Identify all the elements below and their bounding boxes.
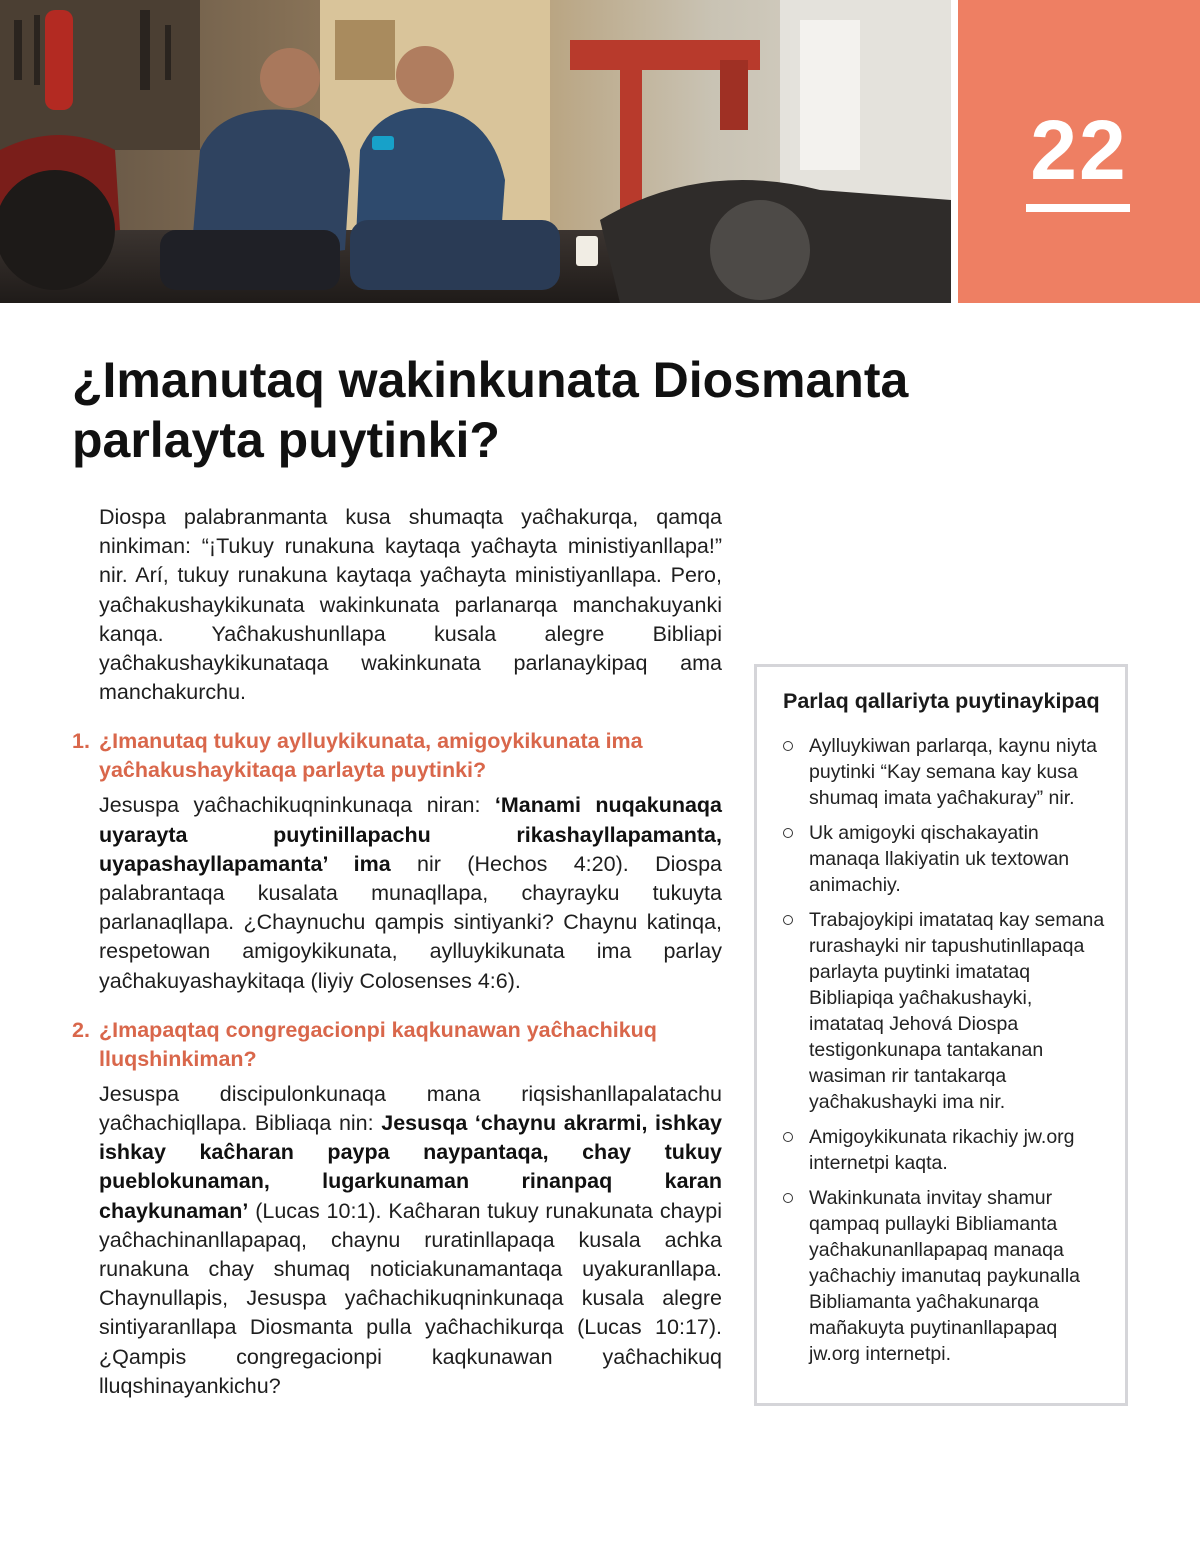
question-heading: [72, 1016, 722, 1074]
scripture-quote: Jesusqa ‘chaynu akrarmi, ishkay ishkay kaĉharan paypa naypantaqa, chay tukuy pueblokunaman, lugarkunaman rinanpaq karan chaykunaman’: [99, 1111, 722, 1223]
question-number: 2.: [72, 1017, 90, 1042]
intro-paragraph: Diospa palabranmanta kusa shumaqta yaĉhakurqa, qamqa ninkiman: “¡Tukuy runakuna kaytaqa yaĉhayta ministiyanllapa!” nir. Arí, tukuy runakuna kaytaqa yaĉhayta ministiyanllapa. Pero, yaĉhakushaykikunata wakinkunata parlanarqa manchakuyanki kanqa. Yaĉhakushunllapa kusala alegre Bibliapi yaĉhakushaykikunataqa wakinkunata parlanaykipaq ama manchakurchu.: [99, 505, 722, 705]
lesson-number-block: [958, 0, 1200, 303]
main-column: [72, 503, 722, 1401]
answer-text: nir (Hechos 4:20). Diospa palabrantaqa kusalata munaqllapa, chayrayku tukuyta parlanaqllapa. ¿Chaynuchu qampis sintiyanki? Chaynu katinqa, respetowan amigoykikunata, aylluykikunata ima parlay yaĉhakuyashaykitaqa (liyiy Colosenses 4:6).: [99, 851, 722, 993]
question-text: ¿Imanutaq tukuy aylluykikunata, amigoykikunata ima yaĉhakushaykitaqa parlayta puytinki?: [99, 729, 643, 783]
list-item: [783, 907, 1107, 1115]
list-item: [783, 733, 1107, 811]
section-1: [72, 727, 722, 995]
list-item: [783, 820, 1107, 898]
tip-text: Uk amigoyki qischakayatin manaqa llakiyatin uk textowan animachiy.: [809, 822, 1070, 896]
header-photo: [0, 0, 951, 303]
list-item: [783, 1185, 1107, 1367]
question-number: 1.: [72, 729, 90, 754]
tips-sidebar: [754, 664, 1128, 1406]
answer-text: (Lucas 10:1). Kaĉharan tukuy runakunata chaypi yaĉhachinanllapapaq, chaynu ruratinllapaqa kusala achka runakuna chay shumaq noticiakunamantaqa uyakuranllapa. Chaynullapis, Jesuspa yaĉhachikuqninkunaqa kusala alegre sintiyaranllapa Diosmanta pulla yaĉhachikurqa (Lucas 10:17). ¿Qampis congregacionpi kaqkunawan yaĉhachikuq lluqshinayankichu?: [99, 1198, 722, 1398]
list-item: [783, 1124, 1107, 1176]
bullet-circle-icon: [783, 915, 793, 925]
question-heading: [72, 727, 722, 785]
sidebar-heading: Parlaq qallariyta puytinaykipaq: [783, 689, 1100, 713]
bullet-circle-icon: [783, 1193, 793, 1203]
tip-text: Wakinkunata invitay shamur qampaq pullayki Bibliamanta yaĉhakunanllapapaq manaqa yaĉhachiy imanutaq paykunalla Bibliamanta yaĉhakunarqa mañakuyta puytinanllapapaq jw.org internetpi.: [809, 1187, 1081, 1365]
tip-text: Aylluykiwan parlarqa, kaynu niyta puytinki “Kay semana kay kusa shumaq imata yaĉhakuray” nir.: [809, 735, 1097, 809]
question-text: ¿Imapaqtaq congregacionpi kaqkunawan yaĉhachikuq lluqshinkiman?: [99, 1017, 657, 1071]
answer-paragraph: [72, 1080, 722, 1401]
scripture-quote: ‘Manami nuqakunaqa uyarayta puytinillapachu rikashayllapamanta, uyapashayllapamanta’ ima: [99, 793, 723, 876]
answer-paragraph: [72, 791, 722, 995]
page-title: ¿Imanutaq wakinkunata Diosmanta parlayta puytinki?: [72, 352, 909, 468]
bullet-circle-icon: [783, 1132, 793, 1142]
tip-list: [783, 733, 1107, 1367]
lesson-number-underline: [1026, 204, 1130, 212]
workshop-photo: [0, 0, 951, 303]
answer-text: Jesuspa yaĉhachikuqninkunaqa niran:: [99, 793, 495, 818]
bullet-circle-icon: [783, 741, 793, 751]
bullet-circle-icon: [783, 828, 793, 838]
answer-text: Jesuspa discipulonkunaqa mana riqsishanllapalatachu yaĉhachiqllapa. Bibliaqa nin:: [99, 1081, 722, 1136]
section-2: [72, 1016, 722, 1401]
tip-text: Amigoykikunata rikachiy jw.org internetpi kaqta.: [809, 1126, 1075, 1174]
tip-text: Trabajoykipi imatataq kay semana rurashayki nir tapushutinllapaqa parlayta puytinki imatataq Bibliapiqa yaĉhakushayki, imatataq Jehová Diospa testigonkunapa tantakanan wasiman rir tantakarqa yaĉhakushayki ima nir.: [809, 909, 1105, 1113]
lesson-number: 22: [1030, 103, 1128, 197]
